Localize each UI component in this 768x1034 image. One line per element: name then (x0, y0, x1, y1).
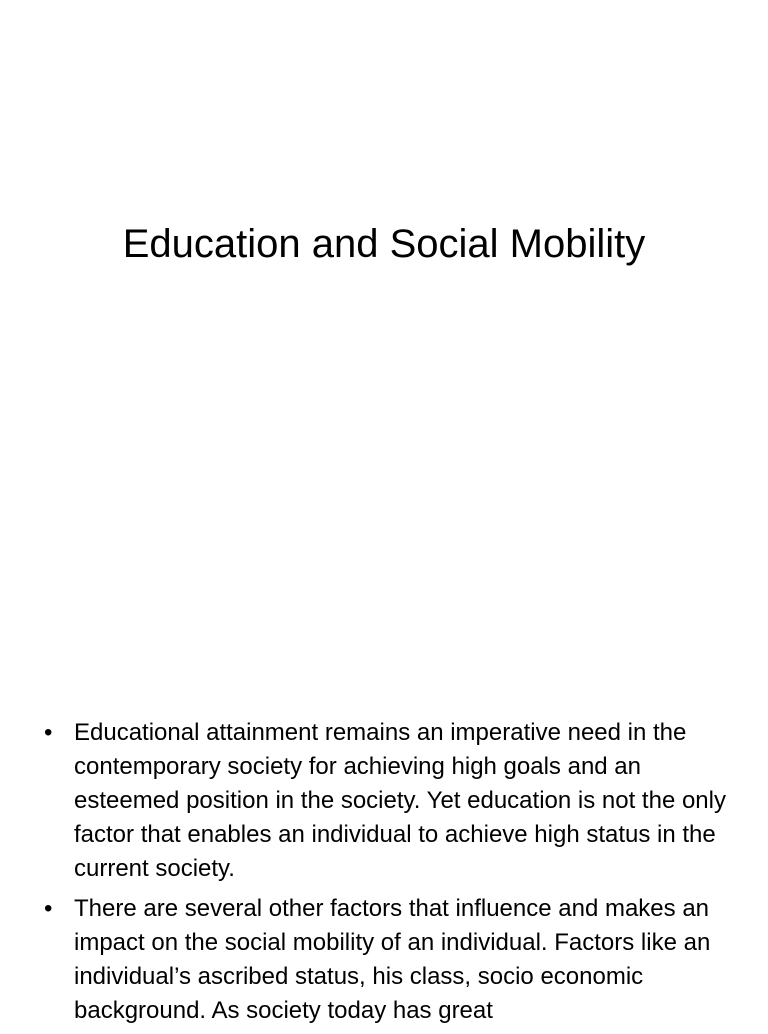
bullet-item-1 (40, 716, 730, 886)
bullet-list (40, 716, 730, 1034)
bullet-item-2 (40, 892, 730, 1028)
slide-title: Education and Social Mobility (122, 222, 646, 266)
bullet-dot-icon: • (44, 719, 53, 746)
bullet-text-2: There are several other factors that influence and makes an impact on the social mobility of an individual. Factors like an individual’s ascribed status, his class, socio economic background. As society today has great (74, 895, 711, 1024)
bullet-dot-icon: • (44, 895, 53, 922)
bullet-text-1: Educational attainment remains an imperative need in the contemporary society for achieving high goals and an esteemed position in the society. Yet education is not the only factor that enables an individual to achieve high status in the current society. (74, 719, 726, 882)
